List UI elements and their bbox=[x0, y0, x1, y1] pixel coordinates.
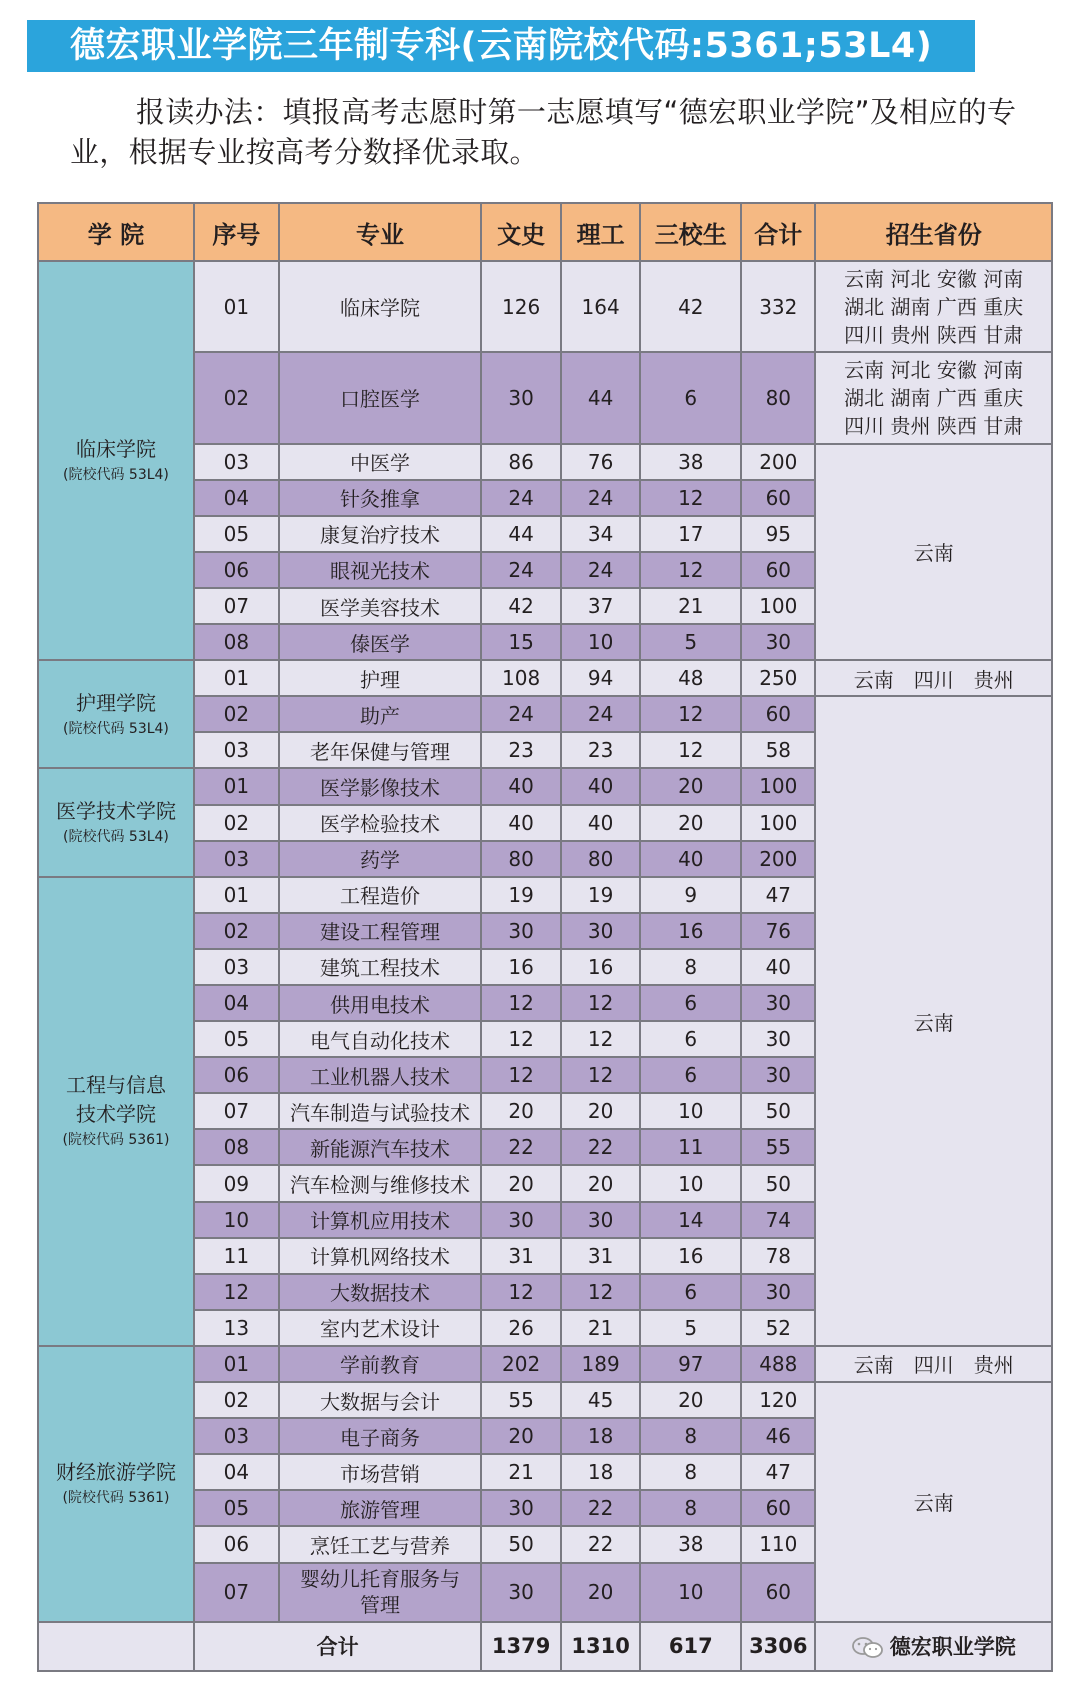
major-cell: 针灸推拿 bbox=[279, 480, 482, 516]
seq-cell: 03 bbox=[194, 949, 279, 985]
major-cell: 汽车检测与维修技术 bbox=[279, 1165, 482, 1201]
college-code: (院校代码 5361) bbox=[62, 1132, 170, 1149]
science-cell: 21 bbox=[561, 1310, 641, 1346]
major-cell: 建筑工程技术 bbox=[279, 949, 482, 985]
science-cell: 18 bbox=[561, 1454, 641, 1490]
header-science: 理工 bbox=[561, 203, 641, 261]
major-cell: 临床学院 bbox=[279, 261, 482, 352]
seq-cell: 06 bbox=[194, 1057, 279, 1093]
vocational-cell: 6 bbox=[640, 985, 741, 1021]
science-cell: 30 bbox=[561, 913, 641, 949]
total-cell: 200 bbox=[741, 841, 815, 877]
major-cell: 婴幼儿托育服务与管理 bbox=[279, 1563, 482, 1622]
header-provinces: 招生省份 bbox=[815, 203, 1052, 261]
province-line: 湖北 湖南 广西 重庆 bbox=[844, 294, 1024, 319]
science-cell: 12 bbox=[561, 985, 641, 1021]
total-cell: 30 bbox=[741, 1057, 815, 1093]
total-value: 1379 bbox=[481, 1622, 561, 1671]
seq-cell: 05 bbox=[194, 1490, 279, 1526]
seq-cell: 03 bbox=[194, 841, 279, 877]
arts-cell: 15 bbox=[481, 624, 561, 660]
vocational-cell: 5 bbox=[640, 1310, 741, 1346]
college-cell bbox=[38, 768, 194, 876]
vocational-cell: 10 bbox=[640, 1563, 741, 1622]
seq-cell: 07 bbox=[194, 1563, 279, 1622]
seq-cell: 10 bbox=[194, 1202, 279, 1238]
science-cell: 94 bbox=[561, 660, 641, 696]
major-cell: 工业机器人技术 bbox=[279, 1057, 482, 1093]
province-cell: 云南 bbox=[815, 696, 1052, 1346]
arts-cell: 12 bbox=[481, 1021, 561, 1057]
major-cell: 康复治疗技术 bbox=[279, 516, 482, 552]
arts-cell: 22 bbox=[481, 1129, 561, 1165]
total-cell: 74 bbox=[741, 1202, 815, 1238]
total-label: 合计 bbox=[194, 1622, 481, 1671]
vocational-cell: 14 bbox=[640, 1202, 741, 1238]
science-cell: 40 bbox=[561, 805, 641, 841]
arts-cell: 30 bbox=[481, 352, 561, 443]
college-code: (院校代码 5361) bbox=[62, 1490, 170, 1507]
total-cell: 50 bbox=[741, 1093, 815, 1129]
arts-cell: 20 bbox=[481, 1093, 561, 1129]
arts-cell: 20 bbox=[481, 1418, 561, 1454]
college-name: 财经旅游学院 bbox=[55, 1460, 176, 1485]
college-cell bbox=[38, 1622, 194, 1671]
college-code: (院校代码 53L4) bbox=[63, 720, 169, 737]
total-cell: 60 bbox=[741, 1490, 815, 1526]
intro-text: 报读办法：填报高考志愿时第一志愿填写“德宏职业学院”及相应的专业，根据专业按高考分数择优录取。 bbox=[70, 95, 1017, 169]
vocational-cell: 12 bbox=[640, 732, 741, 768]
vocational-cell: 21 bbox=[640, 588, 741, 624]
science-cell: 30 bbox=[561, 1202, 641, 1238]
total-cell: 47 bbox=[741, 1454, 815, 1490]
arts-cell: 50 bbox=[481, 1526, 561, 1562]
college-name: 工程与信息 技术学院 bbox=[65, 1073, 166, 1127]
total-cell: 40 bbox=[741, 949, 815, 985]
major-cell: 室内艺术设计 bbox=[279, 1310, 482, 1346]
seq-cell: 06 bbox=[194, 552, 279, 588]
science-cell: 22 bbox=[561, 1129, 641, 1165]
total-value: 3306 bbox=[741, 1622, 815, 1671]
total-cell: 250 bbox=[741, 660, 815, 696]
vocational-cell: 6 bbox=[640, 1021, 741, 1057]
major-cell: 烹饪工艺与营养 bbox=[279, 1526, 482, 1562]
province-line: 四川 贵州 陕西 甘肃 bbox=[844, 322, 1024, 347]
province-line: 云南 河北 安徽 河南 bbox=[844, 266, 1024, 291]
vocational-cell: 42 bbox=[640, 261, 741, 352]
science-cell: 164 bbox=[561, 261, 641, 352]
arts-cell: 21 bbox=[481, 1454, 561, 1490]
vocational-cell: 6 bbox=[640, 352, 741, 443]
arts-cell: 30 bbox=[481, 1563, 561, 1622]
major-cell: 口腔医学 bbox=[279, 352, 482, 443]
total-value: 617 bbox=[640, 1622, 741, 1671]
province-line: 湖北 湖南 广西 重庆 bbox=[844, 385, 1024, 410]
vocational-cell: 16 bbox=[640, 913, 741, 949]
science-cell: 10 bbox=[561, 624, 641, 660]
major-cell: 工程造价 bbox=[279, 877, 482, 913]
science-cell: 12 bbox=[561, 1021, 641, 1057]
science-cell: 20 bbox=[561, 1093, 641, 1129]
province-cell: 云南 bbox=[815, 1382, 1052, 1622]
science-cell: 80 bbox=[561, 841, 641, 877]
total-cell: 55 bbox=[741, 1129, 815, 1165]
major-cell: 医学检验技术 bbox=[279, 805, 482, 841]
seq-cell: 07 bbox=[194, 1093, 279, 1129]
total-cell: 95 bbox=[741, 516, 815, 552]
science-cell: 34 bbox=[561, 516, 641, 552]
vocational-cell: 20 bbox=[640, 805, 741, 841]
total-cell: 46 bbox=[741, 1418, 815, 1454]
seq-cell: 03 bbox=[194, 444, 279, 480]
header-arts: 文史 bbox=[481, 203, 561, 261]
major-cell: 医学美容技术 bbox=[279, 588, 482, 624]
vocational-cell: 38 bbox=[640, 1526, 741, 1562]
major-cell: 建设工程管理 bbox=[279, 913, 482, 949]
vocational-cell: 12 bbox=[640, 480, 741, 516]
college-name: 医学技术学院 bbox=[55, 799, 176, 824]
major-cell: 计算机网络技术 bbox=[279, 1238, 482, 1274]
college-name: 临床学院 bbox=[75, 437, 156, 462]
total-value: 1310 bbox=[561, 1622, 641, 1671]
total-cell: 47 bbox=[741, 877, 815, 913]
seq-cell: 02 bbox=[194, 696, 279, 732]
major-cell: 老年保健与管理 bbox=[279, 732, 482, 768]
seq-cell: 11 bbox=[194, 1238, 279, 1274]
arts-cell: 80 bbox=[481, 841, 561, 877]
header-vocational: 三校生 bbox=[640, 203, 741, 261]
seq-cell: 13 bbox=[194, 1310, 279, 1346]
science-cell: 24 bbox=[561, 552, 641, 588]
header-seq: 序号 bbox=[194, 203, 279, 261]
science-cell: 45 bbox=[561, 1382, 641, 1418]
province-cell: 云南 bbox=[815, 444, 1052, 661]
vocational-cell: 20 bbox=[640, 768, 741, 804]
college-cell bbox=[38, 660, 194, 768]
arts-cell: 42 bbox=[481, 588, 561, 624]
seq-cell: 01 bbox=[194, 768, 279, 804]
total-cell: 488 bbox=[741, 1346, 815, 1382]
seq-cell: 04 bbox=[194, 480, 279, 516]
major-cell: 供用电技术 bbox=[279, 985, 482, 1021]
arts-cell: 40 bbox=[481, 768, 561, 804]
science-cell: 22 bbox=[561, 1490, 641, 1526]
vocational-cell: 17 bbox=[640, 516, 741, 552]
science-cell: 40 bbox=[561, 768, 641, 804]
seq-cell: 05 bbox=[194, 1021, 279, 1057]
arts-cell: 126 bbox=[481, 261, 561, 352]
major-cell: 药学 bbox=[279, 841, 482, 877]
science-cell: 23 bbox=[561, 732, 641, 768]
seq-cell: 01 bbox=[194, 261, 279, 352]
arts-cell: 40 bbox=[481, 805, 561, 841]
total-cell: 332 bbox=[741, 261, 815, 352]
seq-cell: 02 bbox=[194, 805, 279, 841]
total-cell: 58 bbox=[741, 732, 815, 768]
seq-cell: 05 bbox=[194, 516, 279, 552]
seq-cell: 04 bbox=[194, 1454, 279, 1490]
major-cell: 电子商务 bbox=[279, 1418, 482, 1454]
vocational-cell: 20 bbox=[640, 1382, 741, 1418]
watermark-text: 德宏职业学院 bbox=[889, 1635, 1016, 1660]
arts-cell: 12 bbox=[481, 1057, 561, 1093]
province-line: 四川 贵州 陕西 甘肃 bbox=[844, 413, 1024, 438]
total-cell: 30 bbox=[741, 1274, 815, 1310]
total-cell: 60 bbox=[741, 1563, 815, 1622]
major-cell: 助产 bbox=[279, 696, 482, 732]
province-cell: 云南 四川 贵州 bbox=[815, 660, 1052, 696]
arts-cell: 19 bbox=[481, 877, 561, 913]
science-cell: 24 bbox=[561, 480, 641, 516]
total-cell: 30 bbox=[741, 985, 815, 1021]
science-cell: 189 bbox=[561, 1346, 641, 1382]
arts-cell: 44 bbox=[481, 516, 561, 552]
province-cell bbox=[815, 261, 1052, 352]
major-cell: 中医学 bbox=[279, 444, 482, 480]
major-cell: 傣医学 bbox=[279, 624, 482, 660]
province-cell bbox=[815, 352, 1052, 443]
arts-cell: 24 bbox=[481, 696, 561, 732]
watermark bbox=[815, 1622, 1052, 1671]
vocational-cell: 10 bbox=[640, 1165, 741, 1201]
arts-cell: 26 bbox=[481, 1310, 561, 1346]
arts-cell: 20 bbox=[481, 1165, 561, 1201]
total-cell: 80 bbox=[741, 352, 815, 443]
major-cell: 护理 bbox=[279, 660, 482, 696]
total-cell: 120 bbox=[741, 1382, 815, 1418]
vocational-cell: 12 bbox=[640, 696, 741, 732]
total-cell: 60 bbox=[741, 696, 815, 732]
arts-cell: 108 bbox=[481, 660, 561, 696]
college-cell bbox=[38, 877, 194, 1346]
science-cell: 20 bbox=[561, 1165, 641, 1201]
science-cell: 22 bbox=[561, 1526, 641, 1562]
major-cell: 学前教育 bbox=[279, 1346, 482, 1382]
page-title: 德宏职业学院三年制专科(云南院校代码:5361;53L4) bbox=[27, 20, 975, 72]
table-row bbox=[38, 660, 1052, 696]
arts-cell: 202 bbox=[481, 1346, 561, 1382]
seq-cell: 02 bbox=[194, 1382, 279, 1418]
seq-cell: 01 bbox=[194, 877, 279, 913]
vocational-cell: 97 bbox=[640, 1346, 741, 1382]
vocational-cell: 6 bbox=[640, 1057, 741, 1093]
arts-cell: 12 bbox=[481, 1274, 561, 1310]
province-line: 云南 河北 安徽 河南 bbox=[844, 357, 1024, 382]
vocational-cell: 16 bbox=[640, 1238, 741, 1274]
seq-cell: 02 bbox=[194, 352, 279, 443]
college-code: (院校代码 53L4) bbox=[63, 467, 169, 484]
arts-cell: 30 bbox=[481, 913, 561, 949]
science-cell: 20 bbox=[561, 1563, 641, 1622]
vocational-cell: 8 bbox=[640, 949, 741, 985]
vocational-cell: 12 bbox=[640, 552, 741, 588]
seq-cell: 09 bbox=[194, 1165, 279, 1201]
arts-cell: 30 bbox=[481, 1202, 561, 1238]
seq-cell: 12 bbox=[194, 1274, 279, 1310]
vocational-cell: 40 bbox=[640, 841, 741, 877]
seq-cell: 04 bbox=[194, 985, 279, 1021]
science-cell: 16 bbox=[561, 949, 641, 985]
vocational-cell: 6 bbox=[640, 1274, 741, 1310]
science-cell: 24 bbox=[561, 696, 641, 732]
vocational-cell: 9 bbox=[640, 877, 741, 913]
major-cell: 计算机应用技术 bbox=[279, 1202, 482, 1238]
major-cell: 汽车制造与试验技术 bbox=[279, 1093, 482, 1129]
total-cell: 100 bbox=[741, 805, 815, 841]
science-cell: 76 bbox=[561, 444, 641, 480]
seq-cell: 06 bbox=[194, 1526, 279, 1562]
major-cell: 电气自动化技术 bbox=[279, 1021, 482, 1057]
enrollment-table bbox=[37, 202, 1053, 1672]
college-cell bbox=[38, 261, 194, 660]
science-cell: 19 bbox=[561, 877, 641, 913]
seq-cell: 02 bbox=[194, 913, 279, 949]
arts-cell: 16 bbox=[481, 949, 561, 985]
total-cell: 60 bbox=[741, 552, 815, 588]
total-cell: 52 bbox=[741, 1310, 815, 1346]
seq-cell: 01 bbox=[194, 1346, 279, 1382]
arts-cell: 30 bbox=[481, 1490, 561, 1526]
arts-cell: 24 bbox=[481, 552, 561, 588]
vocational-cell: 8 bbox=[640, 1490, 741, 1526]
header-row bbox=[38, 203, 1052, 261]
arts-cell: 31 bbox=[481, 1238, 561, 1274]
header-college: 学 院 bbox=[38, 203, 194, 261]
major-cell: 眼视光技术 bbox=[279, 552, 482, 588]
vocational-cell: 5 bbox=[640, 624, 741, 660]
seq-cell: 03 bbox=[194, 1418, 279, 1454]
total-cell: 110 bbox=[741, 1526, 815, 1562]
total-cell: 30 bbox=[741, 1021, 815, 1057]
vocational-cell: 48 bbox=[640, 660, 741, 696]
province-cell: 云南 四川 贵州 bbox=[815, 1346, 1052, 1382]
vocational-cell: 11 bbox=[640, 1129, 741, 1165]
major-cell: 新能源汽车技术 bbox=[279, 1129, 482, 1165]
total-cell: 100 bbox=[741, 588, 815, 624]
major-cell: 大数据与会计 bbox=[279, 1382, 482, 1418]
total-cell: 50 bbox=[741, 1165, 815, 1201]
science-cell: 31 bbox=[561, 1238, 641, 1274]
major-cell: 市场营销 bbox=[279, 1454, 482, 1490]
table-row bbox=[38, 1346, 1052, 1382]
arts-cell: 55 bbox=[481, 1382, 561, 1418]
total-cell: 78 bbox=[741, 1238, 815, 1274]
total-cell: 100 bbox=[741, 768, 815, 804]
science-cell: 12 bbox=[561, 1274, 641, 1310]
seq-cell: 01 bbox=[194, 660, 279, 696]
vocational-cell: 8 bbox=[640, 1418, 741, 1454]
science-cell: 18 bbox=[561, 1418, 641, 1454]
seq-cell: 08 bbox=[194, 1129, 279, 1165]
total-cell: 30 bbox=[741, 624, 815, 660]
college-code: (院校代码 53L4) bbox=[63, 829, 169, 846]
arts-cell: 23 bbox=[481, 732, 561, 768]
header-total: 合计 bbox=[741, 203, 815, 261]
wechat-icon bbox=[852, 1637, 884, 1659]
total-cell: 76 bbox=[741, 913, 815, 949]
seq-cell: 08 bbox=[194, 624, 279, 660]
major-cell: 医学影像技术 bbox=[279, 768, 482, 804]
total-cell: 200 bbox=[741, 444, 815, 480]
table-body bbox=[38, 261, 1052, 1671]
science-cell: 44 bbox=[561, 352, 641, 443]
arts-cell: 12 bbox=[481, 985, 561, 1021]
science-cell: 12 bbox=[561, 1057, 641, 1093]
major-cell: 大数据技术 bbox=[279, 1274, 482, 1310]
vocational-cell: 38 bbox=[640, 444, 741, 480]
vocational-cell: 8 bbox=[640, 1454, 741, 1490]
arts-cell: 86 bbox=[481, 444, 561, 480]
seq-cell: 07 bbox=[194, 588, 279, 624]
header-major: 专业 bbox=[279, 203, 482, 261]
college-cell bbox=[38, 1346, 194, 1622]
seq-cell: 03 bbox=[194, 732, 279, 768]
college-name: 护理学院 bbox=[75, 690, 156, 715]
major-cell: 旅游管理 bbox=[279, 1490, 482, 1526]
vocational-cell: 10 bbox=[640, 1093, 741, 1129]
arts-cell: 24 bbox=[481, 480, 561, 516]
total-cell: 60 bbox=[741, 480, 815, 516]
table-row bbox=[38, 261, 1052, 352]
total-row bbox=[38, 1622, 1052, 1671]
science-cell: 37 bbox=[561, 588, 641, 624]
